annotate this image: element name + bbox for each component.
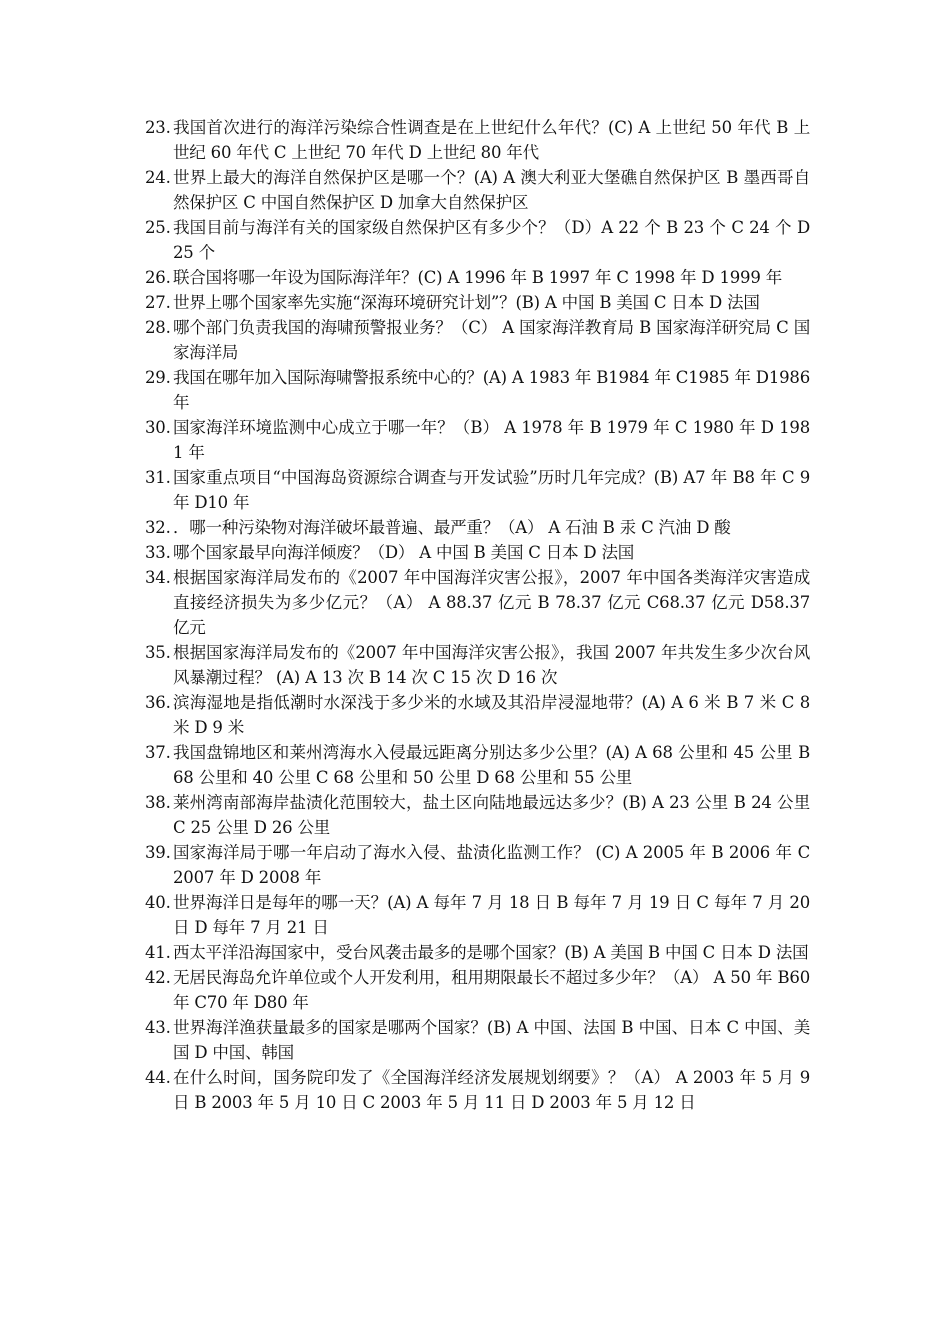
question-item [145,740,810,790]
question-item [145,115,810,165]
question-text: 我国首次进行的海洋污染综合性调查是在上世纪什么年代？(C) A 上世纪 50 年代 B 上世纪 60 年代 C 上世纪 70 年代 D 上世纪 80 年代 [173,118,810,162]
question-number: 36. [145,693,171,712]
question-number: 27. [145,293,171,312]
question-text: 哪个部门负责我国的海啸预警报业务？（C） A 国家海洋教育局 B 国家海洋研究局 C 国家海洋局 [173,318,810,362]
question-text: 世界上最大的海洋自然保护区是哪一个？(A) A 澳大利亚大堡礁自然保护区 B 墨西哥自然保护区 C 中国自然保护区 D 加拿大自然保护区 [173,168,810,212]
question-number: 30. [145,418,171,437]
question-text: 根据国家海洋局发布的《2007 年中国海洋灾害公报》，我国 2007 年共发生多少次台风风暴潮过程？ (A) A 13 次 B 14 次 C 15 次 D 16 次 [173,643,810,687]
question-text: 西太平洋沿海国家中，受台风袭击最多的是哪个国家？(B) A 美国 B 中国 C 日本 D 法国 [173,943,809,962]
question-text: 哪个国家最早向海洋倾废？（D） A 中国 B 美国 C 日本 D 法国 [173,543,635,562]
question-item [145,315,810,365]
question-item [145,1015,810,1065]
question-list [145,115,810,1115]
question-text: 国家重点项目“中国海岛资源综合调查与开发试验”历时几年完成？(B) A7 年 B8 年 C 9 年 D10 年 [173,468,810,512]
question-item [145,465,810,515]
question-text: 滨海湿地是指低潮时水深浅于多少米的水域及其沿岸浸湿地带？(A) A 6 米 B 7 米 C 8 米 D 9 米 [173,693,810,737]
question-item [145,540,810,565]
question-number: 33. [145,543,171,562]
question-item [145,365,810,415]
question-item [145,1065,810,1115]
question-item [145,215,810,265]
question-number: 23. [145,118,171,137]
question-item [145,840,810,890]
question-item [145,290,810,315]
question-text: 莱州湾南部海岸盐渍化范围较大，盐土区向陆地最远达多少？(B) A 23 公里 B 24 公里 C 25 公里 D 26 公里 [173,793,810,837]
question-number: 31. [145,468,171,487]
question-number: 24. [145,168,171,187]
question-text: 无居民海岛允许单位或个人开发利用，租用期限最长不超过多少年？（A） A 50 年 B60 年 C70 年 D80 年 [173,968,810,1012]
question-item [145,690,810,740]
question-number: 39. [145,843,171,862]
question-number: 37. [145,743,171,762]
question-text: ．哪一种污染物对海洋破坏最普遍、最严重？（A） A 石油 B 汞 C 汽油 D 酸 [173,518,731,537]
question-number: 25. [145,218,171,237]
question-number: 38. [145,793,171,812]
question-item [145,790,810,840]
question-number: 42. [145,968,171,987]
question-item [145,965,810,1015]
question-text: 我国目前与海洋有关的国家级自然保护区有多少个？（D）A 22 个 B 23 个 C 24 个 D 25 个 [173,218,810,262]
question-number: 26. [145,268,171,287]
question-text: 世界海洋日是每年的哪一天？(A) A 每年 7 月 18 日 B 每年 7 月 19 日 C 每年 7 月 20 日 D 每年 7 月 21 日 [173,893,810,937]
question-item [145,515,810,540]
question-text: 我国在哪年加入国际海啸警报系统中心的？(A) A 1983 年 B1984 年 C1985 年 D1986 年 [173,368,811,412]
question-text: 我国盘锦地区和莱州湾海水入侵最远距离分别达多少公里？(A) A 68 公里和 45 公里 B 68 公里和 40 公里 C 68 公里和 50 公里 D 68 公里和 55 公里 [173,743,810,787]
question-number: 43. [145,1018,171,1037]
question-number: 35. [145,643,171,662]
question-item [145,640,810,690]
question-text: 根据国家海洋局发布的《2007 年中国海洋灾害公报》，2007 年中国各类海洋灾害造成直接经济损失为多少亿元？（A） A 88.37 亿元 B 78.37 亿元 C68.37 亿元 D58.37 亿元 [173,568,810,637]
question-number: 40. [145,893,171,912]
question-number: 32. [145,518,171,537]
question-number: 29. [145,368,171,387]
question-item [145,565,810,640]
question-number: 34. [145,568,171,587]
question-text: 世界海洋渔获量最多的国家是哪两个国家？(B) A 中国、法国 B 中国、日本 C 中国、美国 D 中国、韩国 [173,1018,810,1062]
question-text: 联合国将哪一年设为国际海洋年？(C) A 1996 年 B 1997 年 C 1998 年 D 1999 年 [173,268,782,287]
question-item [145,165,810,215]
question-item [145,890,810,940]
question-text: 国家海洋环境监测中心成立于哪一年？（B） A 1978 年 B 1979 年 C 1980 年 D 1981 年 [173,418,810,462]
question-number: 44. [145,1068,171,1087]
question-item [145,940,810,965]
question-text: 世界上哪个国家率先实施“深海环境研究计划”？(B) A 中国 B 美国 C 日本 D 法国 [173,293,760,312]
question-text: 国家海洋局于哪一年启动了海水入侵、盐渍化监测工作？ (C) A 2005 年 B 2006 年 C 2007 年 D 2008 年 [173,843,810,887]
question-item [145,415,810,465]
question-text: 在什么时间，国务院印发了《全国海洋经济发展规划纲要》？（A） A 2003 年 5 月 9 日 B 2003 年 5 月 10 日 C 2003 年 5 月 11 日 D 2003 年 5 月 12 日 [173,1068,810,1112]
question-number: 28. [145,318,171,337]
question-item [145,265,810,290]
question-number: 41. [145,943,171,962]
